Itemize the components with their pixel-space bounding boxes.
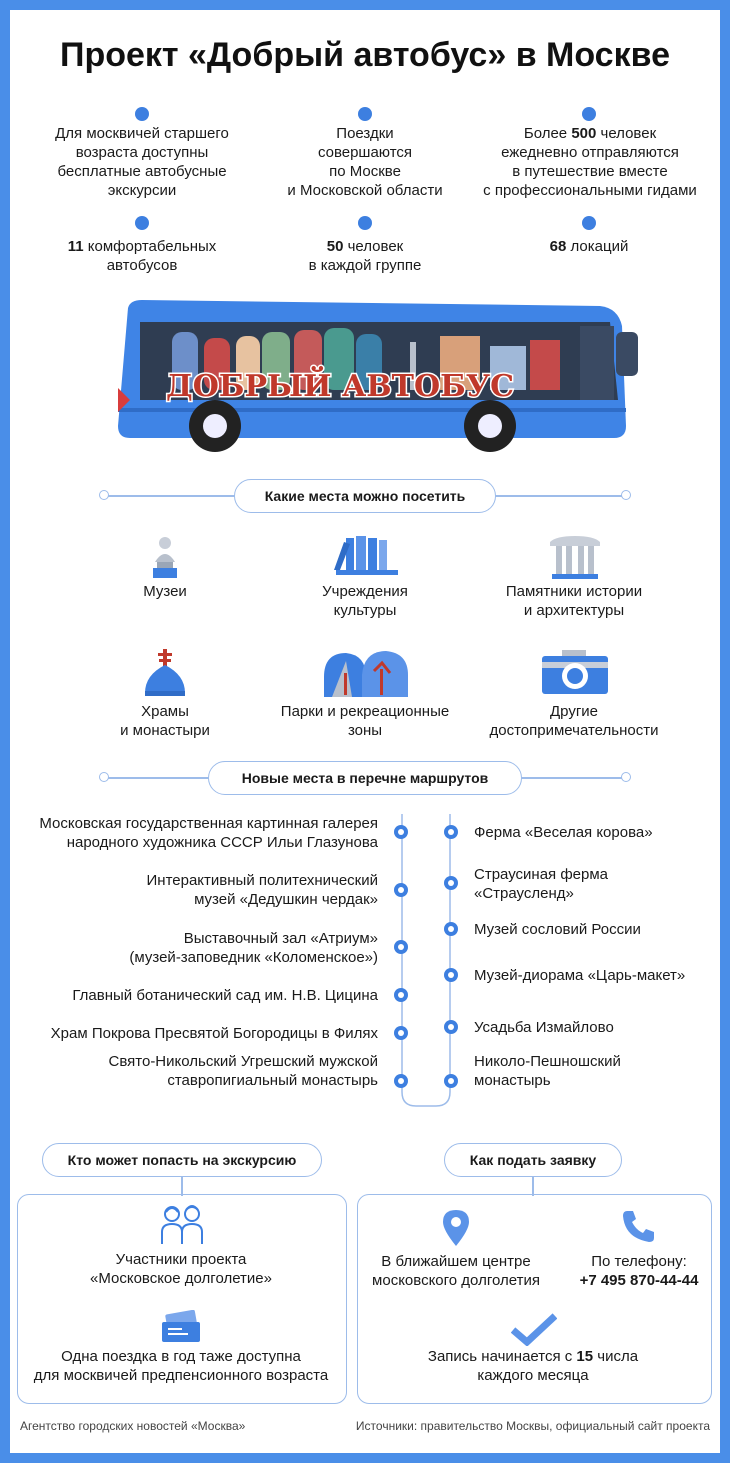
bus-label: ДОБРЫЙ АВТОБУС [166, 369, 514, 404]
elderly-couple-icon [158, 1200, 206, 1246]
apply-start: Запись начинается с 15 числа каждого месяца [427, 1348, 639, 1384]
route-item: Николо-Пешношский монастырь [474, 1053, 621, 1089]
route-item: Выставочный зал «Атриум» (музей-заповедник «Коломенское») [129, 930, 378, 966]
route-dot [444, 1020, 458, 1034]
route-item: Страусиная ферма «Страусленд» [474, 866, 609, 902]
fact-bullet [135, 107, 149, 121]
apply-center: В ближайшем центре московского долголетия [372, 1253, 540, 1289]
route-dot [444, 922, 458, 936]
divider-end [99, 772, 109, 782]
route-dot [394, 940, 408, 954]
route-item: Главный ботанический сад им. Н.В. Цицина [72, 987, 378, 1004]
route-timeline [390, 810, 462, 1110]
footer-agency: Агентство городских новостей «Москва» [20, 1419, 246, 1433]
who-item-prepension: Одна поездка в год таже доступна для москвичей предпенсионного возраста [33, 1348, 329, 1384]
place-monuments: Памятники истории и архитектуры [505, 583, 643, 619]
divider-end [99, 490, 109, 500]
phone-icon [621, 1208, 657, 1244]
route-item: Московская государственная картинная галерея народного художника СССР Ильи Глазунова [39, 815, 378, 851]
fact-bullet [582, 107, 596, 121]
route-item: Свято-Никольский Угрешский мужской ставропигиальный монастырь [108, 1053, 378, 1089]
route-item: Интерактивный политехнический музей «Дедушкин чердак» [146, 872, 378, 908]
route-dot [444, 876, 458, 890]
place-churches: Храмы и монастыри [120, 703, 210, 739]
route-item: Музей сословий России [474, 921, 641, 938]
places-heading: Какие места можно посетить [234, 479, 496, 513]
museum-bust-icon [147, 534, 183, 580]
column-icon [548, 534, 602, 580]
route-item: Храм Покрова Пресвятой Богородицы в Филях [50, 1025, 378, 1042]
fact-elderly-free-tours: Для москвичей старшего возраста доступны бесплатные автобусные экскурсии [55, 125, 229, 199]
route-dot [444, 968, 458, 982]
connector [181, 1176, 183, 1196]
place-culture: Учреждения культуры [322, 583, 408, 619]
bus-illustration [110, 296, 645, 458]
church-dome-icon [142, 647, 188, 699]
route-dot [394, 1074, 408, 1088]
fact-bullet [358, 216, 372, 230]
place-museums: Музеи [143, 583, 187, 600]
who-heading: Кто может попасть на экскурсию [42, 1143, 322, 1177]
fact-bullet [582, 216, 596, 230]
connector [532, 1176, 534, 1196]
route-dot [444, 825, 458, 839]
route-dot [444, 1074, 458, 1088]
footer-sources: Источники: правительство Москвы, официальный сайт проекта [355, 1419, 710, 1433]
books-icon [330, 534, 402, 578]
apply-heading: Как подать заявку [444, 1143, 622, 1177]
routes-heading: Новые места в перечне маршрутов [208, 761, 522, 795]
camera-icon [540, 648, 610, 696]
fact-trip-area: Поездки совершаются по Москве и Московской области [287, 125, 443, 199]
fact-bullet [135, 216, 149, 230]
fact-bullet [358, 107, 372, 121]
route-dot [394, 883, 408, 897]
divider-end [621, 490, 631, 500]
place-parks: Парки и рекреационные зоны [280, 703, 450, 739]
park-trees-icon [322, 647, 410, 699]
fact-group-size: 50 человек в каждой группе [308, 238, 422, 274]
route-item: Усадьба Измайлово [474, 1019, 614, 1036]
route-item: Музей-диорама «Царь-макет» [474, 967, 686, 984]
place-other: Другие достопримечательности [489, 703, 659, 739]
page-title: Проект «Добрый автобус» в Москве [60, 36, 670, 74]
route-dot [394, 825, 408, 839]
route-dot [394, 988, 408, 1002]
ticket-icon [160, 1310, 202, 1346]
who-item-participants: Участники проекта «Московское долголетие» [89, 1251, 272, 1287]
fact-daily-travelers: Более 500 человек ежедневно отправляются в путешествие вместе с профессиональными гидами [483, 125, 697, 199]
location-pin-icon [441, 1208, 471, 1248]
apply-phone: По телефону: +7 495 870-44-44 [579, 1253, 699, 1289]
route-dot [394, 1026, 408, 1040]
fact-bus-count: 11 комфортабельных автобусов [67, 238, 217, 274]
checkmark-icon [511, 1312, 557, 1346]
divider-end [621, 772, 631, 782]
route-item: Ферма «Веселая корова» [474, 824, 653, 841]
fact-locations: 68 локаций [549, 238, 629, 255]
